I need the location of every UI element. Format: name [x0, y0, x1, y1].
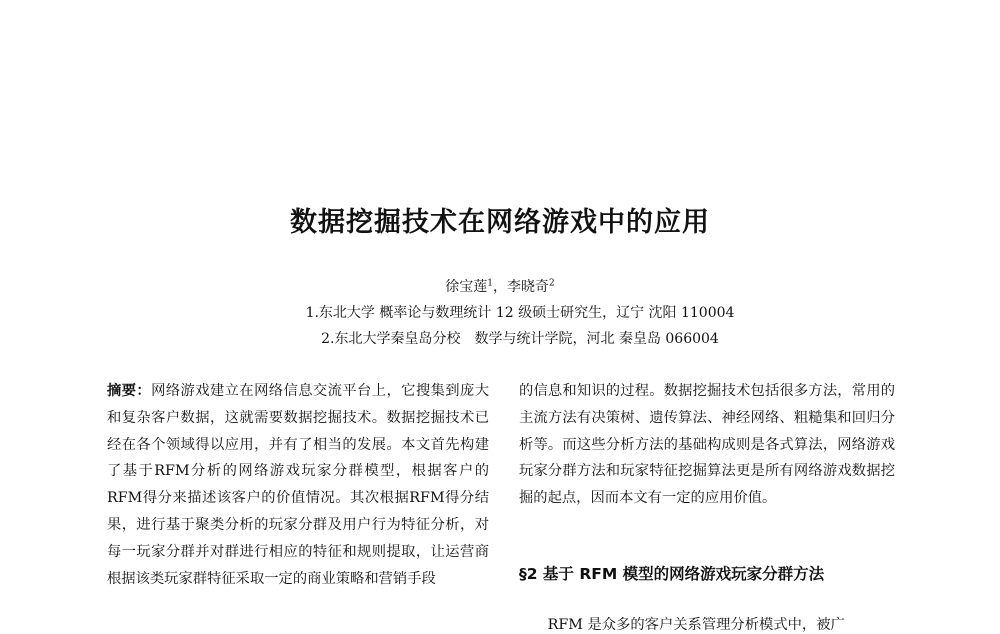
author-separator: ， [493, 279, 507, 295]
affiliation-2: 2.东北大学秦皇岛分校 数学与统计学院，河北 秦皇岛 066004 [321, 331, 719, 347]
paper-title: 数据挖掘技术在网络游戏中的应用 [290, 207, 710, 238]
right-column-paragraph: 的信息和知识的过程。数据挖掘技术包括很多方法，常用的主流方法有决策树、遗传算法、神经网络、粗糙集和回归分析等。而这些分析方法的基础构成则是各式算法，网络游戏玩家分群方法和玩家特征挖掘算法更是所有网络游戏数据挖掘的起点，因而本文有一定的应用价值。 [519, 383, 895, 507]
section-heading: §2 基于 RFM 模型的网络游戏玩家分群方法 [519, 565, 825, 583]
section-paragraph: RFM 是众多的客户关系管理分析模式中，被广 [547, 617, 845, 633]
author-1: 徐宝莲 [445, 279, 488, 295]
affiliation-1: 1.东北大学 概率论与数理统计 12 级硕士研究生，辽宁 沈阳 110004 [305, 305, 735, 321]
abstract [107, 378, 489, 592]
author-line [0, 276, 1000, 296]
abstract-text: 网络游戏建立在网络信息交流平台上，它搜集到庞大和复杂客户数据，这就需要数据挖掘技术。数据挖掘技术已经在各个领域得以应用，并有了相当的发展。本文首先构建了基于RFM分析的网络游戏玩家分群模型，根据客户的RFM得分来描述该客户的价值情况。其次根据RFM得分结果，进行基于聚类分析的玩家分群及用户行为特征分析，对每一玩家分群并对群进行相应的特征和规则提取，让运营商根据该类玩家群特征采取一定的商业策略和营销手段 [107, 383, 489, 587]
author-2-affiliation-mark: 2 [549, 278, 555, 289]
abstract-label: 摘要： [107, 383, 152, 399]
author-1-affiliation-mark: 1 [487, 278, 493, 289]
author-2: 李晓奇 [507, 279, 549, 295]
